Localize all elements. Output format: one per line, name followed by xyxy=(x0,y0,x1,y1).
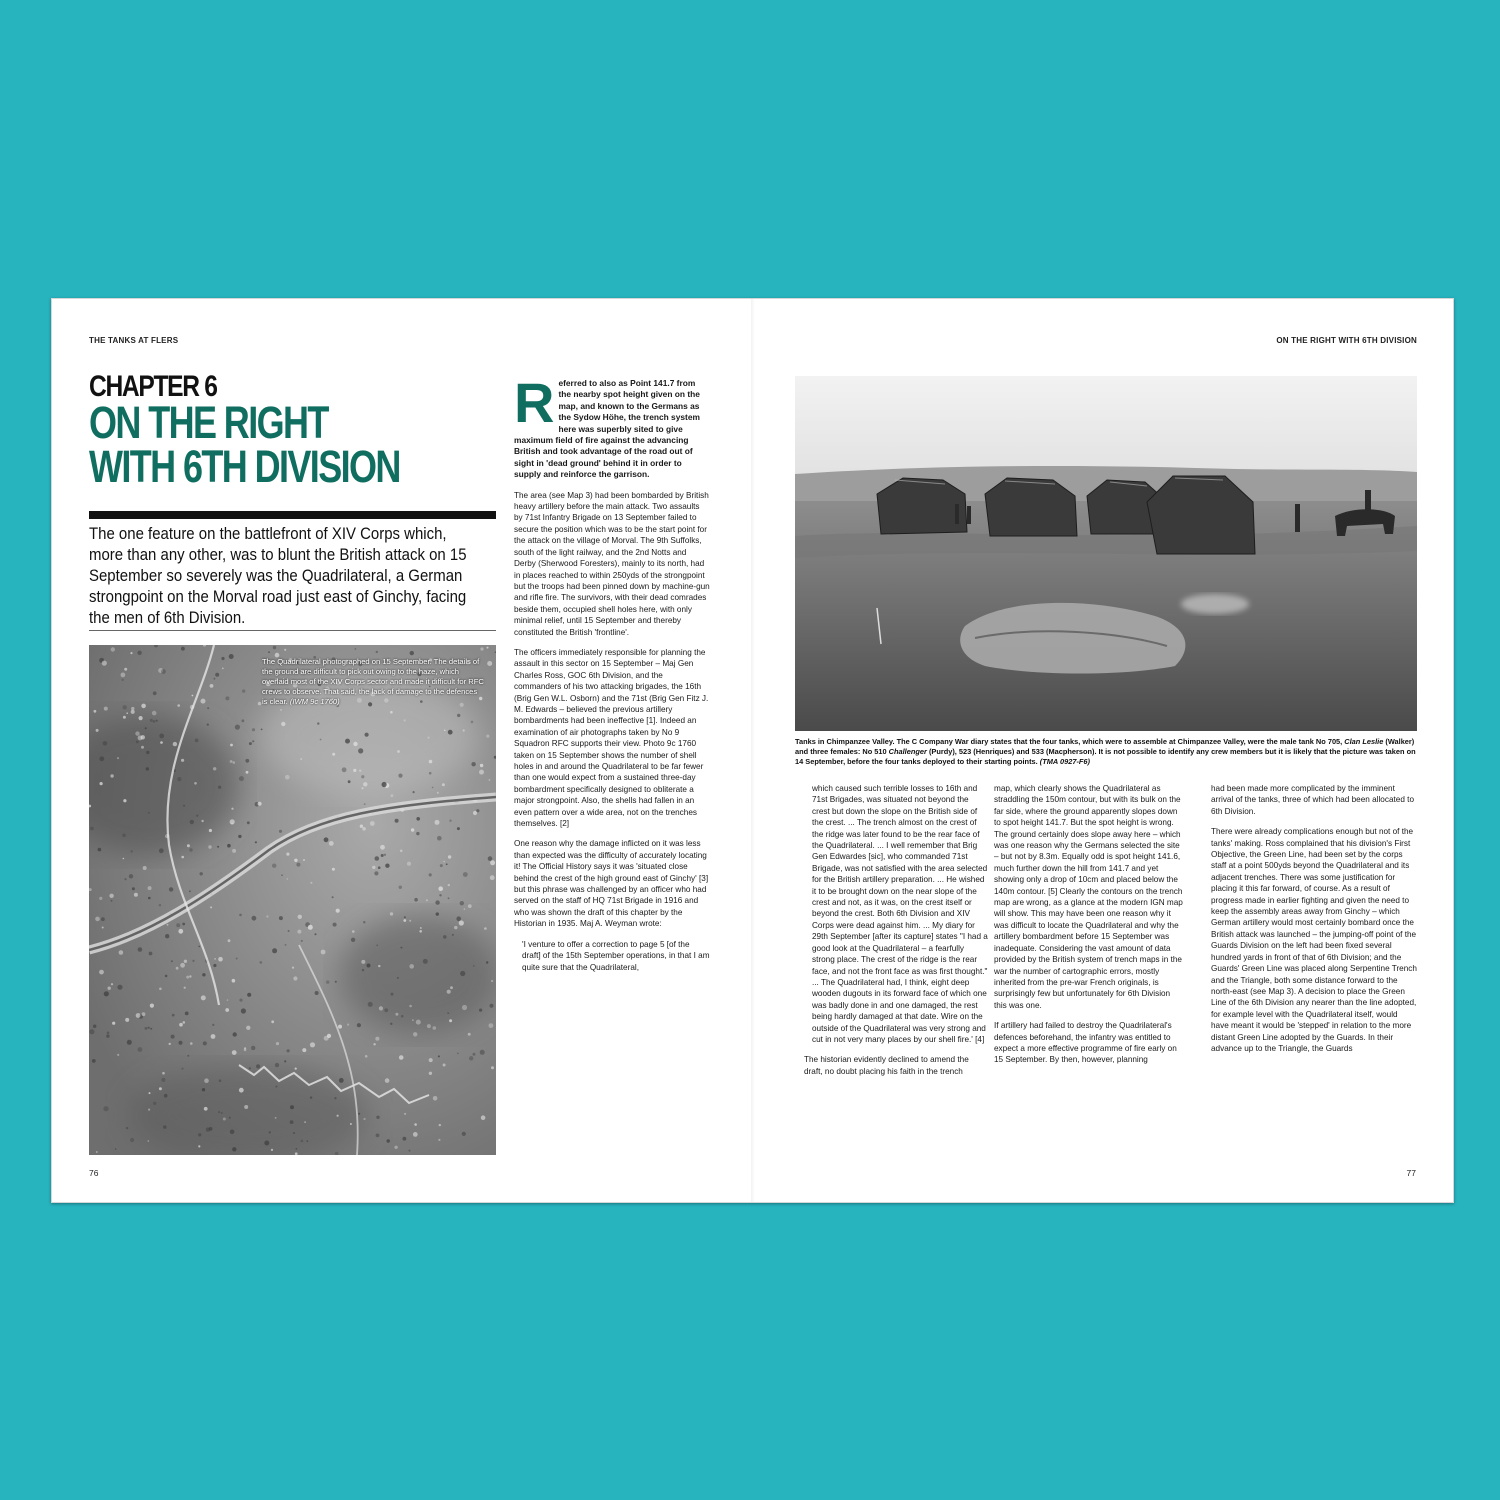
body-paragraph: If artillery had failed to destroy the Quadrilateral's defences beforehand, the infantry was entitled to expect a more effective programme of fire early on 15 September. By then, however, planning xyxy=(994,1021,1177,1065)
text-column-3 xyxy=(994,783,1184,1075)
body-paragraph: The officers immediately responsible for planning the assault in this sector on 15 September – Maj Gen Charles Ross, GOC 6th Division, and the commanders of his two attacking brigades, the 16th (Brig Gen W.L. Osborn) and the 71st (Brig Gen Fitz J. M. Edwards – believed the previous artillery bombardments had been ineffective [1]. Indeed an examination of air photographs taken by No 9 Squadron RFC supports their view. Photo 9c 1760 taken on 15 September shows the number of shell holes in and around the Quadrilateral to be far fewer than one would expect from a sustained three-day bombardment specifically designed to obliterate a major strongpoint. Also, the shells had fallen in an even pattern over a wide area, not on the trenches themselves. [2] xyxy=(514,647,709,829)
aerial-photo-caption: The Quadrilateral photographed on 15 September. The details of the ground are difficult to pick out owing to the haze, which overlaid most of the XIV Corps sector and made it difficult for RFC crews to observe. That said, the lack of damage to the defences is clear. (IWM 9c 1760) xyxy=(262,657,484,706)
aerial-photo-credit: (IWM 9c 1760) xyxy=(289,697,340,706)
body-paragraph: map, which clearly shows the Quadrilateral as straddling the 150m contour, but with its bulk on the far side, where the ground apparently slopes down to spot height 141.7. But the spot height is wrong. The ground certainly does slope away here – which was one reason why the Germans selected the site – but not by 8.3m. Equally odd is spot height 141.6, much further down the hill from 141.7 and yet showing only a drop of 10cm and placed below the 140m contour. [5] Clearly the contours on the trench map are wrong, as a glance at the modern IGN map will show. This may have been one reason why it was difficult to locate the Quadrilateral and why the artillery bombardment before 15 September was inadequate. Considering the vast amount of data provided by the British system of trench maps in the war the number of cartographic errors, mostly inherited from the pre-war French originals, is surprisingly few but unfortunately for 6th Division this was one. xyxy=(994,784,1183,1010)
body-paragraph: One reason why the damage inflicted on it was less than expected was the difficulty of accurately locating it! The Official History says it was 'situated close behind the crest of the high ground east of Ginchy' [3] but this phrase was challenged by an officer who had served on the staff of HQ 71st Brigade in 1916 and who was shown the draft of this chapter by the Historian in 1935. Maj A. Weyman wrote: xyxy=(514,839,709,929)
quote-paragraph: 'I venture to offer a correction to page 5 [of the draft] of the 15th September operations, in that I am quite sure that the Quadrilateral, xyxy=(522,939,710,972)
standfirst: The one feature on the battlefront of XIV Corps which, more than any other, was to blunt the British attack on 15 September so severely was the Quadrilateral, a German strongpoint on the Morval road just east of Ginchy, facing the men of 6th Division. xyxy=(89,524,467,627)
text-column-1 xyxy=(514,371,710,982)
tanks-photo-caption: Tanks in Chimpanzee Valley. The C Company War diary states that the four tanks, which were to assemble at Chimpanzee Valley, were the male tank No 705, Clan Leslie (Walker) and three females: No 510 Challenger (Purdy), 523 (Henriques) and 533 (Macpherson). It is not possible to identify any crew members but it is likely that the picture was taken on 14 September, before the four tanks deployed to their starting points. (TMA 0927-F6) xyxy=(795,737,1416,767)
body-paragraph: had been made more complicated by the imminent arrival of the tanks, three of which had been allocated to 6th Division. xyxy=(1211,784,1414,816)
quote-paragraph: which caused such terrible losses to 16th and 71st Brigades, was situated not beyond the crest but down the slope on the British side of the crest. ... The trench almost on the crest of the ridge was later found to be the rear face of the Quadrilateral. ... I well remember that Brig Gen Edwardes [sic], who commanded 71st Brigade, was not satisfied with the area selected for the British artillery preparation. ... He wished it to be brought down on the near slope of the crest and not, as it was, on the crest itself or beyond the crest. Both 6th Division and XIV Corps were dead against him. ... My diary for 29th September [after its capture] states "I had a good look at the Quadrilateral – a fearfully strong place. The crest of the ridge is the rear face, and not the front face as was first thought." ... The Quadrilateral had, I think, eight deep wooden dugouts in its forward face of which one was badly done in and one damaged, the rest being hardly damaged at that date. Wire on the outside of the Quadrilateral was very strong and cut in not very many places by our shell fire.' [4] xyxy=(812,784,988,1044)
magazine-spread xyxy=(51,298,1454,1203)
body-paragraph: There were already complications enough but not of the tanks' making. Ross complained that his division's First Objective, the Green Line, had been set by the corps staff at a point 500yds beyond the Quadrilateral and its adjacent trenches. There was some justification for placing it this far forward, of course. As a result of progress made in earlier fighting and given the need to keep the assembly areas away from Ginchy – which German artillery would most certainly bombard once the British attack was launched – the jumping-off point of the Guards Division on the left had been fixed several hundred yards in front of that of 6th Division; and the Guards' Green Line was placed along Serpentine Trench and the Triangle, both some distance forward to the north-east (see Map 3). A decision to place the Green Line of the 6th Division any nearer than the line adopted, for example level with the Quadrilateral itself, would have meant it would be 'stepped' in relation to the more distant Green Line adopted by the Guards. In their advance up to the Triangle, the Guards xyxy=(1211,827,1417,1053)
text-column-4 xyxy=(1211,783,1417,1063)
chapter-label: CHAPTER 6 xyxy=(89,370,217,403)
tanks-photo-credit: (TMA 0927-F6) xyxy=(1039,757,1091,767)
aerial-photo xyxy=(89,645,496,1155)
page-gutter xyxy=(751,299,755,1202)
body-paragraph: The historian evidently declined to amend the draft, no doubt placing his faith in the trench xyxy=(804,1055,969,1076)
running-head-left: THE TANKS AT FLERS xyxy=(89,336,179,345)
text-column-2 xyxy=(804,783,988,1086)
running-head-right: ON THE RIGHT WITH 6TH DIVISION xyxy=(1276,336,1417,345)
drop-cap: R xyxy=(514,371,555,434)
tanks-photo xyxy=(795,376,1417,731)
standfirst-rule xyxy=(89,630,496,631)
body-paragraph: The area (see Map 3) had been bombarded by British heavy artillery before the main attack. Two assaults by 71st Infantry Brigade on 13 September failed to secure the position which was to be the start point for the attack on the village of Morval. The 9th Suffolks, south of the light railway, and the 2nd Notts and Derby (Sherwood Foresters), mainly to its north, had in places reached to within 250yds of the strongpoint but the troops had been pinned down by machine-gun and rifle fire. The survivors, with their dead comrades beside them, occupied shell holes here, with only minimal relief, until 15 September and thereby constituted the British 'frontline'. xyxy=(514,490,710,637)
chapter-title: ON THE RIGHT WITH 6TH DIVISION xyxy=(89,397,400,492)
page-number-right: 77 xyxy=(1406,1168,1416,1178)
page-number-left: 76 xyxy=(89,1168,99,1178)
lede-paragraph: Referred to also as Point 141.7 from the nearby spot height given on the map, and known to the Germans as the Sydow Höhe, the trench system here was superbly sited to give maximum field of fire against the advancing British and took advantage of the road out of sight in 'dead ground' behind it in order to supply and reinforce the garrison. xyxy=(514,371,700,480)
title-rule xyxy=(89,511,496,519)
